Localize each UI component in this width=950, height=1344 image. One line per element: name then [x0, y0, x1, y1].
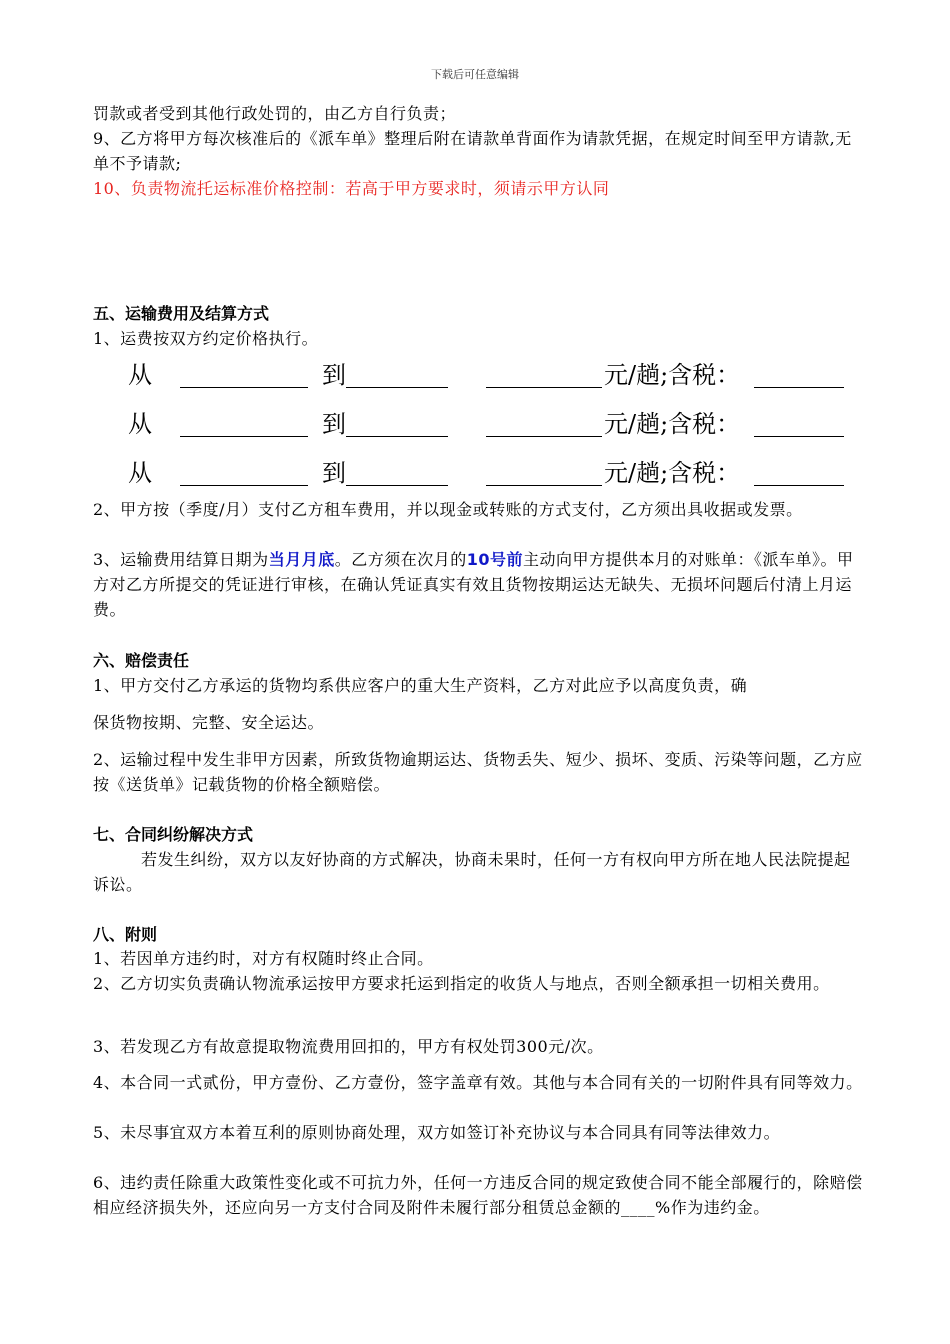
fee-to-label: 到 — [322, 410, 346, 438]
fee-tax-blank[interactable] — [754, 387, 844, 388]
clause-4-item-10: 10、负责物流托运标准价格控制：若高于甲方要求时，须请示甲方认同 — [93, 179, 610, 198]
fee-to-blank[interactable] — [346, 485, 448, 486]
fee-tax-blank[interactable] — [754, 485, 844, 486]
section-8-item-1: 1、若因单方违约时，对方有权随时终止合同。 — [93, 949, 434, 968]
page-header: 下载后可任意编辑 — [431, 68, 519, 81]
section-8-item-3: 3、若发现乙方有故意提取物流费用回扣的，甲方有权处罚300元/次。 — [93, 1037, 604, 1056]
section-8-item-4: 4、本合同一式贰份，甲方壹份、乙方壹份，签字盖章有效。其他与本合同有关的一切附件具有同等效力。 — [93, 1073, 863, 1092]
section-8-title: 八、附则 — [93, 925, 158, 944]
item-3-text-b: 。乙方须在次月的 — [334, 550, 467, 569]
fee-price-blank[interactable] — [486, 436, 602, 437]
fee-price-blank[interactable] — [486, 485, 602, 486]
fee-from-blank[interactable] — [180, 436, 308, 437]
fee-to-blank[interactable] — [346, 387, 448, 388]
fee-tax-blank[interactable] — [754, 436, 844, 437]
section-6-title: 六、赔偿责任 — [93, 651, 190, 670]
fee-from-blank[interactable] — [180, 485, 308, 486]
section-5-title: 五、运输费用及结算方式 — [93, 304, 270, 323]
penalty-line: 罚款或者受到其他行政处罚的，由乙方自行负责； — [93, 104, 457, 123]
section-6-item-1-line-1: 1、甲方交付乙方承运的货物均系供应客户的重大生产资料，乙方对此应予以高度负责，确 — [93, 676, 748, 695]
fee-unit-label: 元/趟;含税： — [604, 410, 741, 438]
section-8-item-2: 2、乙方切实负责确认物流承运按甲方要求托运到指定的收货人与地点，否则全额承担一切相关费用。 — [93, 974, 830, 993]
fee-row — [128, 407, 848, 441]
fee-row — [128, 456, 848, 490]
fee-price-blank[interactable] — [486, 387, 602, 388]
fee-unit-label: 元/趟;含税： — [604, 459, 741, 487]
fee-to-label: 到 — [322, 459, 346, 487]
clause-4-item-9: 9、乙方将甲方每次核准后的《派车单》整理后附在请款单背面作为请款凭据，在规定时间至甲方请款,无单不予请款; — [93, 129, 852, 173]
section-8-item-6: 6、违约责任除重大政策性变化或不可抗力外，任何一方违反合同的规定致使合同不能全部履行的，除赔偿相应经济损失外，还应向另一方支付合同及附件未履行部分租赁总金额的____%作为违约金。 — [93, 1173, 863, 1217]
fee-unit-label: 元/趟;含税： — [604, 361, 741, 389]
item-3-text-a: 3、运输费用结算日期为 — [93, 550, 269, 569]
section-7-body: 若发生纠纷，双方以友好协商的方式解决，协商未果时，任何一方有权向甲方所在地人民法院提起诉讼。 — [93, 850, 851, 894]
fee-to-blank[interactable] — [346, 436, 448, 437]
statement-deadline-highlight: 10号前 — [466, 550, 523, 569]
settlement-date-highlight: 当月月底 — [268, 550, 335, 569]
section-7-title: 七、合同纠纷解决方式 — [93, 825, 254, 844]
fee-from-label: 从 — [128, 459, 152, 487]
item-3-text-c: 主动向甲方提供本月的对账单：《派车单》。甲方对乙方所提交的凭证进行审核，在确认凭证真实有效且货物按期运达无缺失、无损坏问题后付清上月运费。 — [93, 550, 854, 619]
fee-from-label: 从 — [128, 361, 152, 389]
fee-from-blank[interactable] — [180, 387, 308, 388]
section-5-item-1: 1、运费按双方约定价格执行。 — [93, 329, 319, 348]
section-8-item-5: 5、未尽事宜双方本着互利的原则协商处理，双方如签订补充协议与本合同具有同等法律效力。 — [93, 1123, 781, 1142]
fee-to-label: 到 — [322, 361, 346, 389]
fee-row — [128, 358, 848, 392]
section-6-item-1-line-2: 保货物按期、完整、安全运达。 — [93, 713, 325, 732]
section-5-item-2: 2、甲方按（季度/月）支付乙方租车费用，并以现金或转账的方式支付，乙方须出具收据或发票。 — [93, 500, 803, 519]
fee-from-label: 从 — [128, 410, 152, 438]
section-5-item-3 — [93, 547, 863, 622]
section-6-item-2: 2、运输过程中发生非甲方因素，所致货物逾期运达、货物丢失、短少、损坏、变质、污染等问题，乙方应按《送货单》记载货物的价格全额赔偿。 — [93, 750, 863, 794]
